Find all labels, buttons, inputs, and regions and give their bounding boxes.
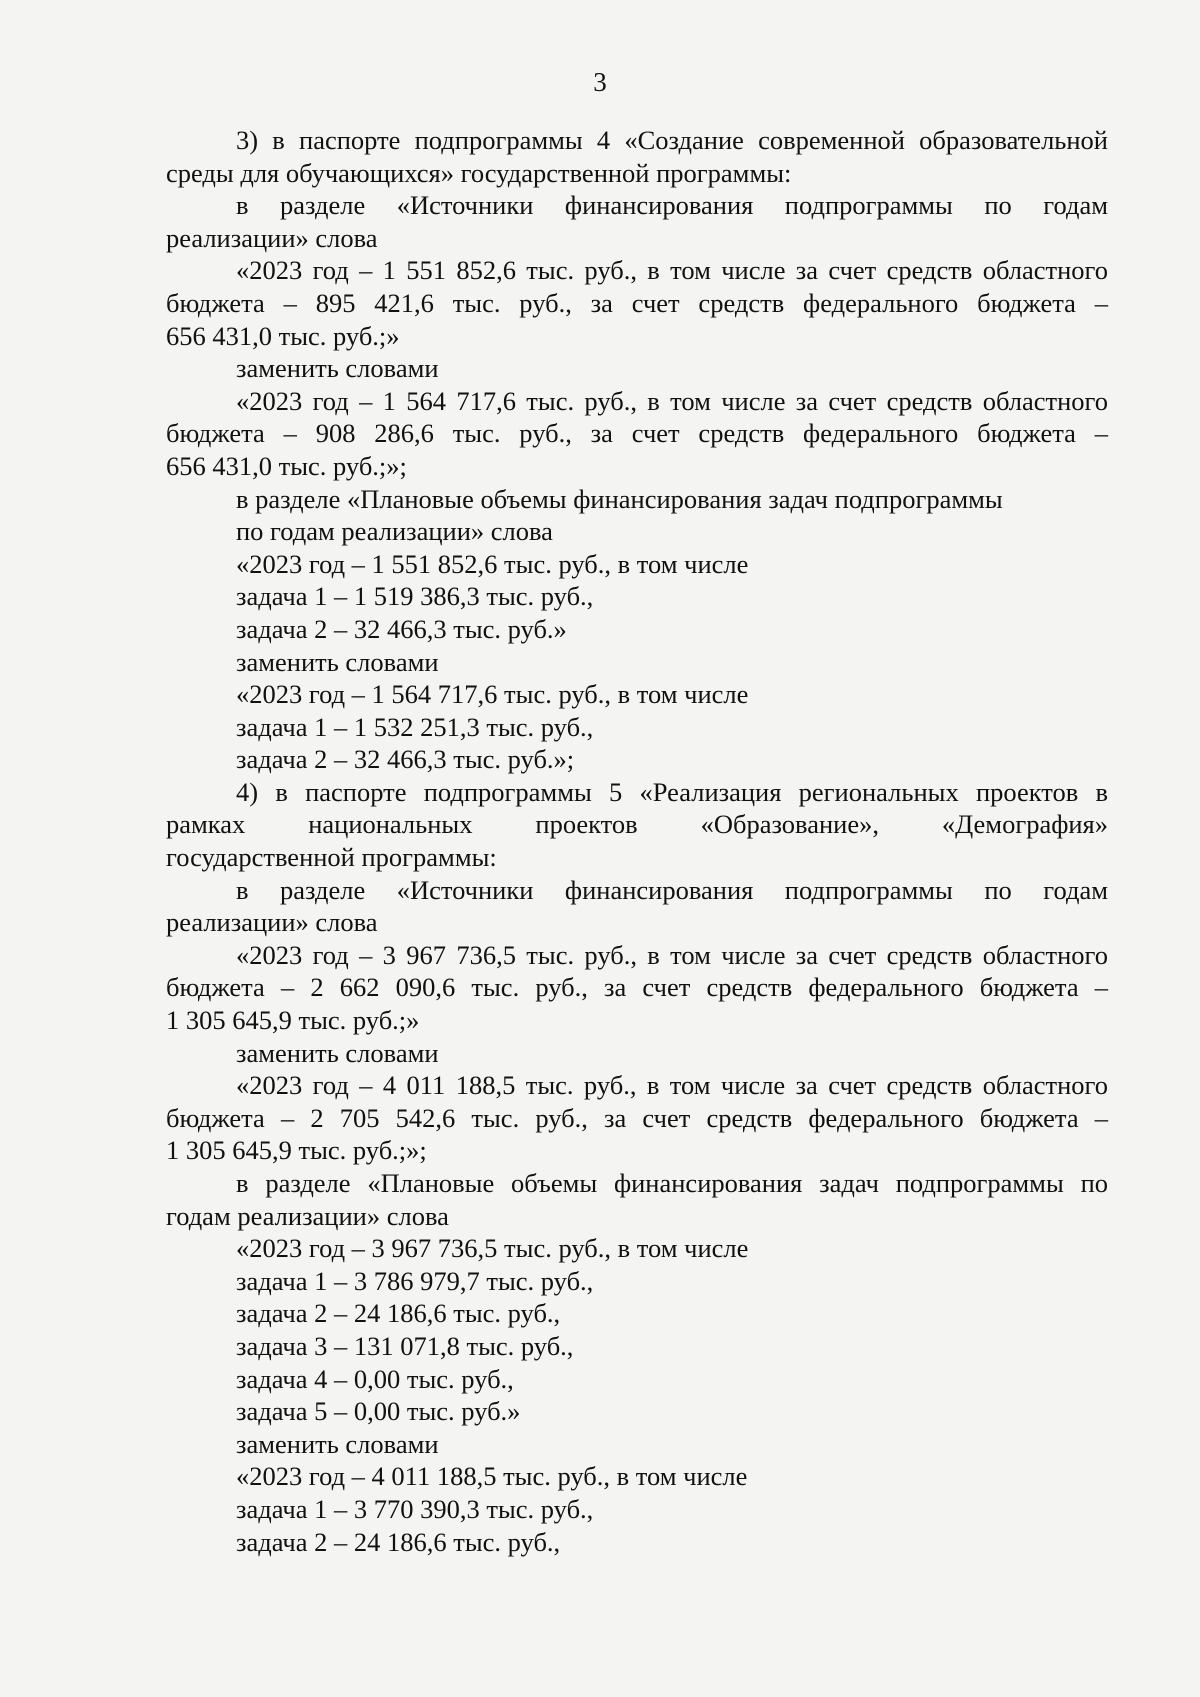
text-line: среды для обучающихся» государственной программы:: [166, 157, 792, 188]
text-line: по годам реализации» слова: [236, 516, 553, 547]
text-line: «2023 год – 3 967 736,5 тыс. руб., в том числе за счет средств областного: [236, 939, 1108, 970]
text-line: бюджета – 895 421,6 тыс. руб., за счет средств федерального бюджета –: [166, 287, 1108, 318]
text-line: задача 1 – 3 786 979,7 тыс. руб.,: [236, 1265, 594, 1296]
text-line: в разделе «Источники финансирования подпрограммы по годам: [236, 190, 1108, 221]
text-line: 4) в паспорте подпрограммы 5 «Реализация региональных проектов в: [236, 776, 1108, 807]
text-line: рамках национальных проектов «Образование», «Демография»: [166, 809, 1108, 840]
text-line: задача 4 – 0,00 тыс. руб.,: [236, 1363, 514, 1394]
text-line: в разделе «Источники финансирования подпрограммы по годам: [236, 874, 1108, 905]
text-line: в разделе «Плановые объемы финансирования задач подпрограммы по: [236, 1168, 1108, 1198]
text-line: годам реализации» слова: [166, 1200, 449, 1231]
text-line: заменить словами: [236, 353, 439, 384]
text-line: государственной программы:: [166, 842, 497, 873]
text-line: задача 1 – 3 770 390,3 тыс. руб.,: [236, 1493, 594, 1524]
text-line: «2023 год – 1 564 717,6 тыс. руб., в том числе: [236, 679, 749, 710]
text-line: задача 1 – 1 532 251,3 тыс. руб.,: [236, 711, 594, 742]
text-line: «2023 год – 1 551 852,6 тыс. руб., в том числе за счет средств областного: [236, 255, 1108, 286]
text-line: бюджета – 2 662 090,6 тыс. руб., за счет средств федерального бюджета –: [166, 972, 1108, 1003]
page-number: 3: [593, 67, 607, 97]
text-line: заменить словами: [236, 646, 439, 677]
text-line: задача 3 – 131 071,8 тыс. руб.,: [236, 1330, 574, 1361]
text-line: «2023 год – 4 011 188,5 тыс. руб., в том числе за счет средств областного: [236, 1070, 1108, 1101]
text-line: бюджета – 2 705 542,6 тыс. руб., за счет средств федерального бюджета –: [166, 1102, 1108, 1133]
text-line: задача 2 – 32 466,3 тыс. руб.»;: [236, 744, 575, 775]
text-line: «2023 год – 4 011 188,5 тыс. руб., в том числе: [236, 1461, 748, 1492]
text-line: задача 2 – 24 186,6 тыс. руб.,: [236, 1526, 561, 1557]
text-line: задача 2 – 24 186,6 тыс. руб.,: [236, 1298, 561, 1329]
text-line: задача 2 – 32 466,3 тыс. руб.»: [236, 613, 567, 644]
text-line: заменить словами: [236, 1037, 439, 1068]
document-body: [166, 124, 1108, 1558]
text-line: «2023 год – 1 551 852,6 тыс. руб., в том числе: [236, 548, 749, 579]
text-line: 1 305 645,9 тыс. руб.;»: [166, 1005, 420, 1036]
text-line: «2023 год – 1 564 717,6 тыс. руб., в том числе за счет средств областного: [236, 385, 1108, 416]
text-line: 656 431,0 тыс. руб.;»;: [166, 450, 407, 481]
text-line: бюджета – 908 286,6 тыс. руб., за счет средств федерального бюджета –: [166, 418, 1108, 449]
text-line: задача 1 – 1 519 386,3 тыс. руб.,: [236, 581, 594, 612]
text-line: «2023 год – 3 967 736,5 тыс. руб., в том числе: [236, 1233, 749, 1264]
text-line: реализации» слова: [166, 907, 378, 938]
text-line: в разделе «Плановые объемы финансирования задач подпрограммы: [236, 483, 1003, 514]
text-line: 1 305 645,9 тыс. руб.;»;: [166, 1135, 427, 1166]
text-line: 3) в паспорте подпрограммы 4 «Создание современной образовательной: [236, 125, 1108, 155]
text-line: заменить словами: [236, 1428, 439, 1459]
text-line: 656 431,0 тыс. руб.;»: [166, 320, 400, 351]
text-line: реализации» слова: [166, 222, 378, 253]
text-line: задача 5 – 0,00 тыс. руб.»: [236, 1396, 521, 1427]
